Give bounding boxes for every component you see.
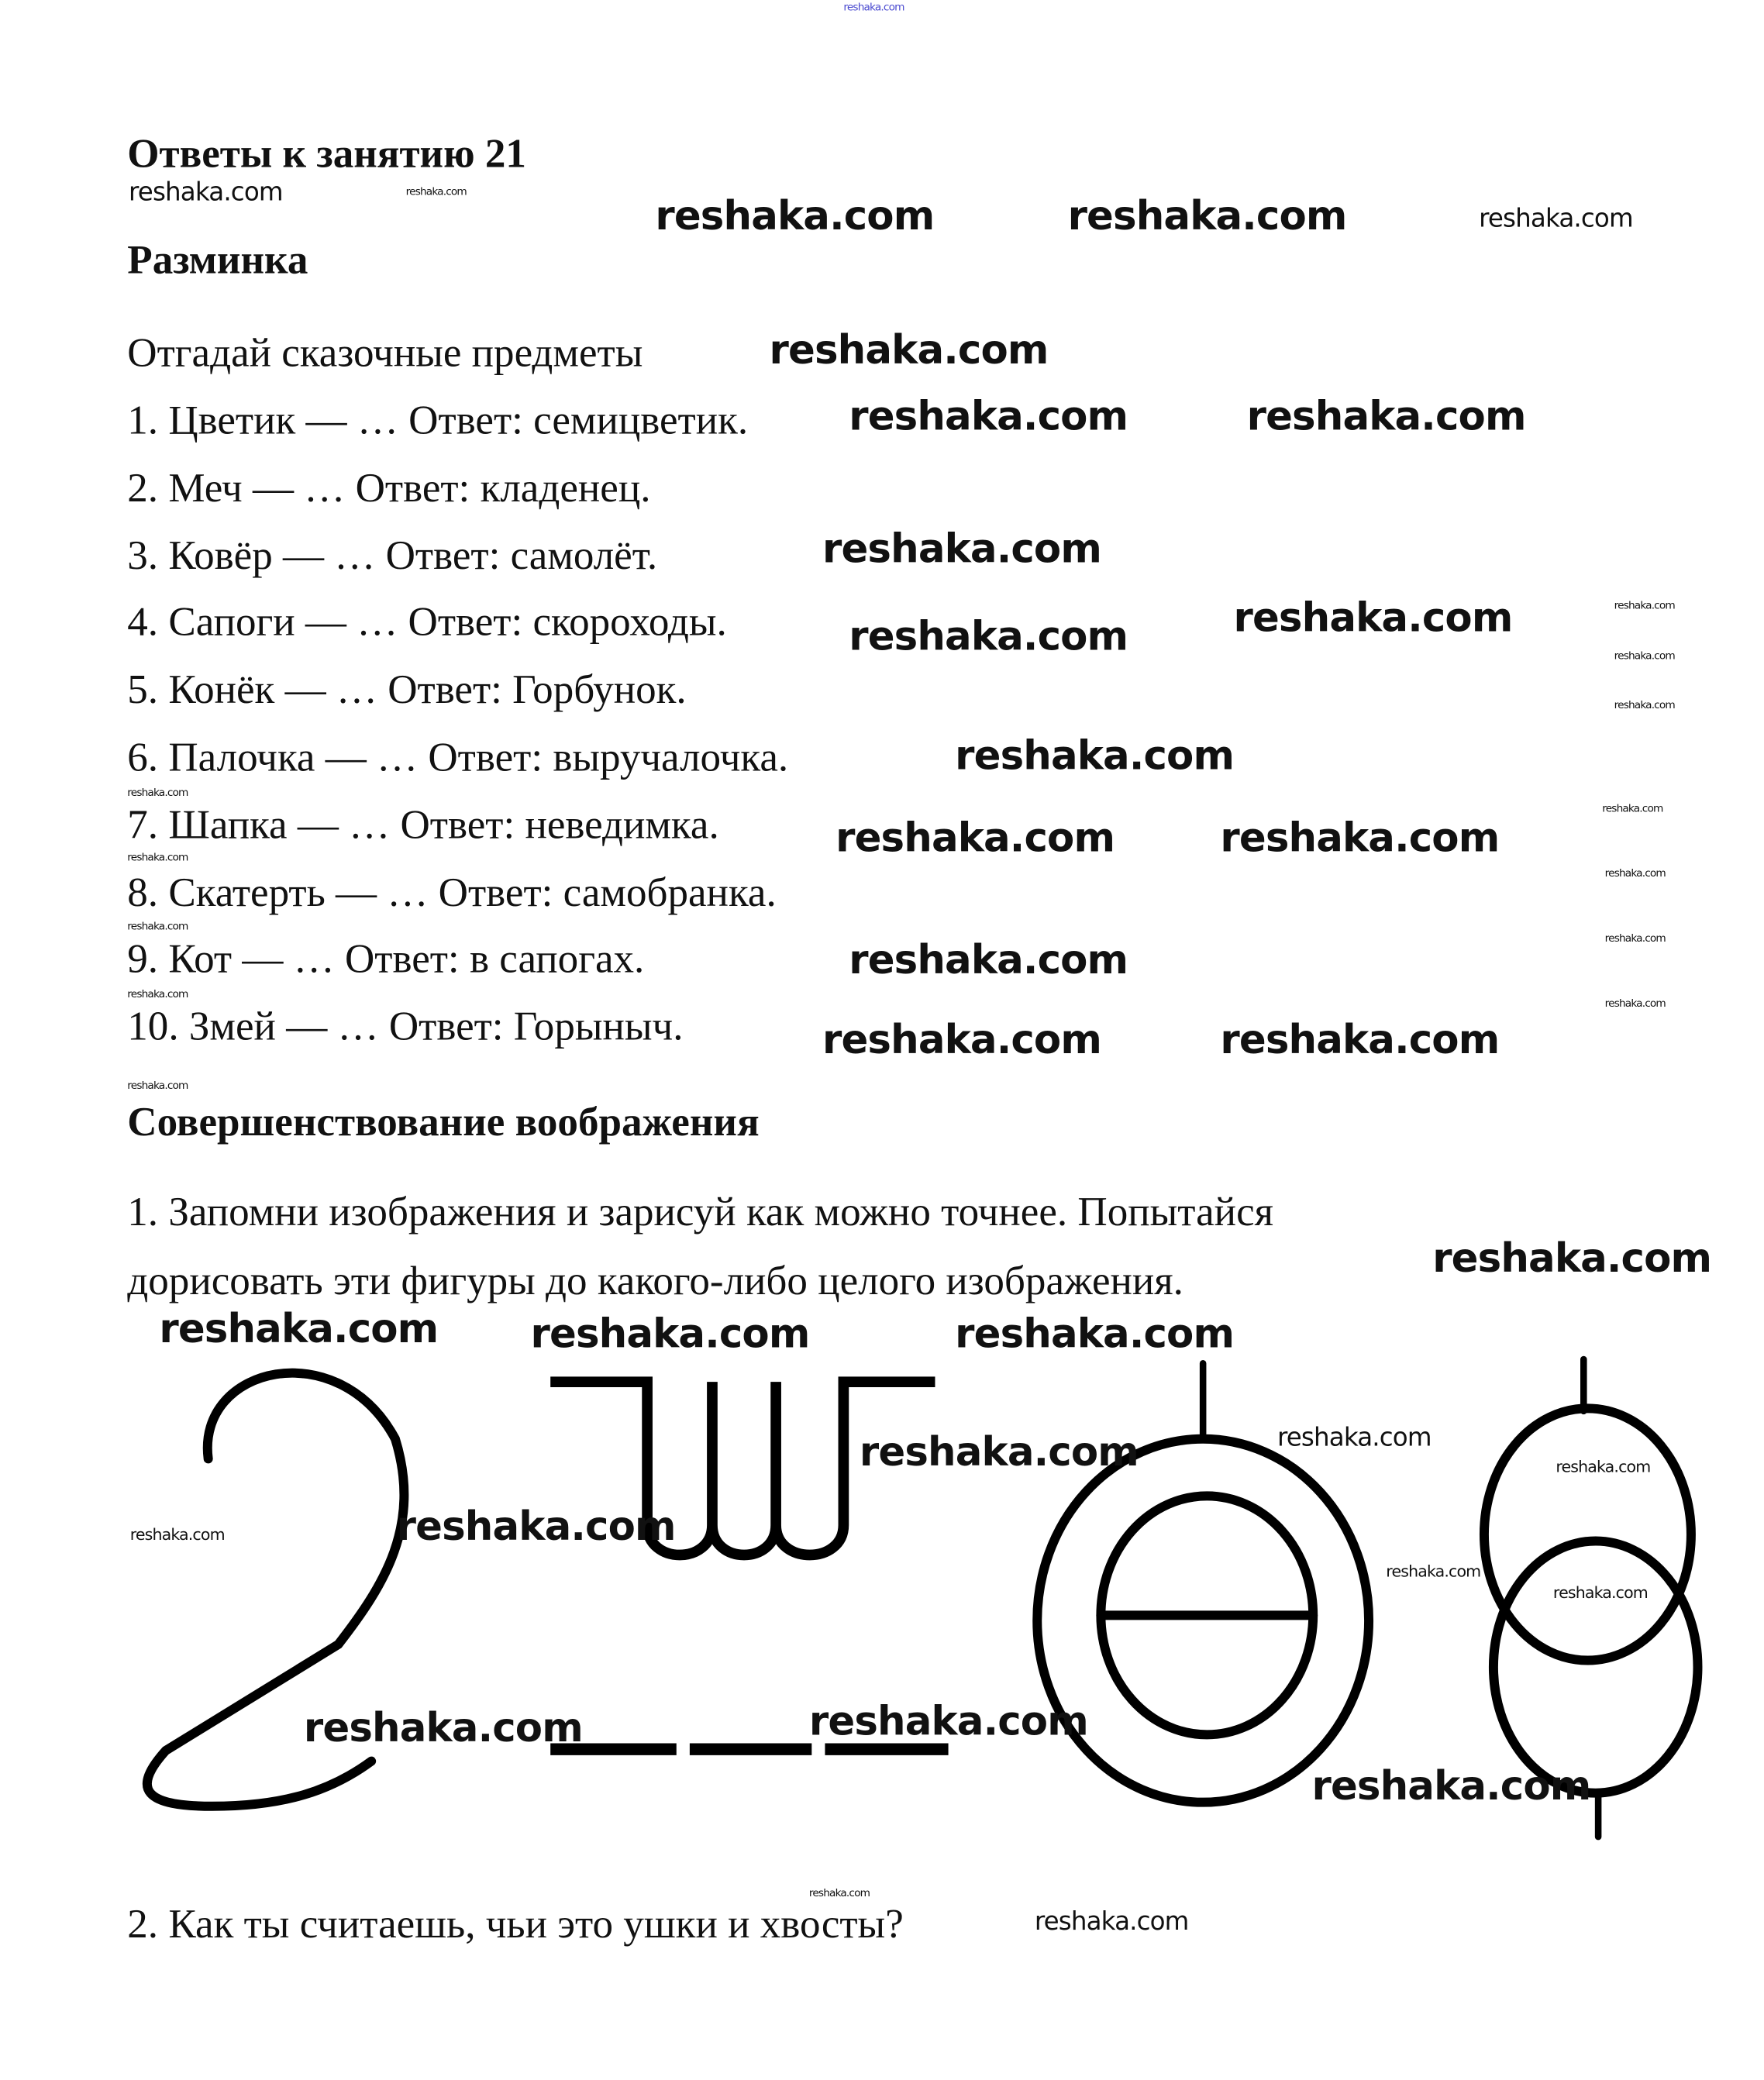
watermark: reshaka.com: [303, 1705, 583, 1752]
watermark: reshaka.com: [127, 1079, 188, 1092]
watermark: reshaka.com: [127, 851, 188, 864]
list-item: 2. Меч — … Ответ: кладенец.: [127, 463, 651, 511]
watermark: reshaka.com: [1220, 815, 1500, 863]
list-item: 1. Цветик — … Ответ: семицветик.: [127, 396, 749, 443]
watermark: reshaka.com: [655, 193, 935, 240]
watermark: reshaka.com: [808, 1699, 1088, 1746]
watermark: reshaka.com: [835, 815, 1115, 863]
watermark: reshaka.com: [843, 1, 904, 14]
watermark: reshaka.com: [1556, 1457, 1651, 1476]
watermark: reshaka.com: [859, 1429, 1139, 1476]
watermark: reshaka.com: [1246, 394, 1526, 441]
watermark: reshaka.com: [849, 937, 1128, 984]
task2-text: 2. Как ты считаешь, чьи это ушки и хвосты?: [127, 1900, 904, 1947]
watermark: reshaka.com: [955, 1311, 1235, 1359]
list-item: 7. Шапка — … Ответ: неведимка.: [127, 801, 719, 848]
watermark: reshaka.com: [1034, 1906, 1189, 1937]
watermark: reshaka.com: [769, 327, 1049, 374]
watermark: reshaka.com: [1614, 599, 1675, 611]
watermark: reshaka.com: [396, 1503, 676, 1551]
task-intro: Отгадай сказочные предметы: [127, 329, 643, 376]
section-heading-imagination: Совершенствование воображения: [127, 1097, 760, 1145]
list-item: 10. Змей — … Ответ: Горыныч.: [127, 1002, 684, 1049]
watermark: reshaka.com: [1386, 1562, 1481, 1581]
watermark: reshaka.com: [955, 733, 1235, 780]
watermark: reshaka.com: [1604, 932, 1666, 945]
watermark: reshaka.com: [822, 1017, 1101, 1064]
task1-text-line2: дорисовать эти фигуры до какого-либо целого изображения.: [127, 1257, 1183, 1304]
watermark: reshaka.com: [849, 614, 1128, 661]
watermark: reshaka.com: [1552, 1583, 1648, 1603]
watermark: reshaka.com: [1614, 698, 1675, 711]
watermark: reshaka.com: [159, 1306, 439, 1353]
watermark: reshaka.com: [405, 185, 467, 198]
watermark: reshaka.com: [127, 920, 188, 933]
page-title: Ответы к занятию 21: [127, 129, 526, 177]
watermark: reshaka.com: [1614, 649, 1675, 662]
watermark: reshaka.com: [1233, 595, 1513, 642]
section-heading-warmup: Разминка: [127, 236, 308, 283]
watermark: reshaka.com: [128, 177, 283, 207]
list-item: 9. Кот — … Ответ: в сапогах.: [127, 935, 645, 982]
task1-text-line1: 1. Запомни изображения и зарисуй как можно точнее. Попытайся: [127, 1188, 1274, 1235]
list-item: 3. Ковёр — … Ответ: самолёт.: [127, 532, 658, 579]
watermark: reshaka.com: [530, 1311, 810, 1359]
list-item: 6. Палочка — … Ответ: выручалочка.: [127, 733, 789, 780]
watermark: reshaka.com: [1602, 802, 1663, 814]
watermark: reshaka.com: [127, 786, 188, 799]
watermark: reshaka.com: [127, 987, 188, 1000]
watermark: reshaka.com: [849, 394, 1128, 441]
list-item: 8. Скатерть — … Ответ: самобранка.: [127, 868, 777, 915]
watermark: reshaka.com: [1220, 1017, 1500, 1064]
watermark: reshaka.com: [1479, 204, 1633, 234]
list-item: 4. Сапоги — … Ответ: скороходы.: [127, 597, 727, 645]
list-item: 5. Конёк — … Ответ: Горбунок.: [127, 666, 687, 712]
watermark: reshaka.com: [808, 1887, 870, 1899]
watermark: reshaka.com: [1067, 193, 1347, 240]
watermark: reshaka.com: [1432, 1235, 1712, 1283]
watermark: reshaka.com: [822, 526, 1101, 573]
watermark: reshaka.com: [1604, 997, 1666, 1010]
watermark: reshaka.com: [1276, 1423, 1432, 1452]
watermark: reshaka.com: [1311, 1764, 1591, 1810]
watermark: reshaka.com: [129, 1524, 225, 1544]
watermark: reshaka.com: [1604, 867, 1666, 880]
